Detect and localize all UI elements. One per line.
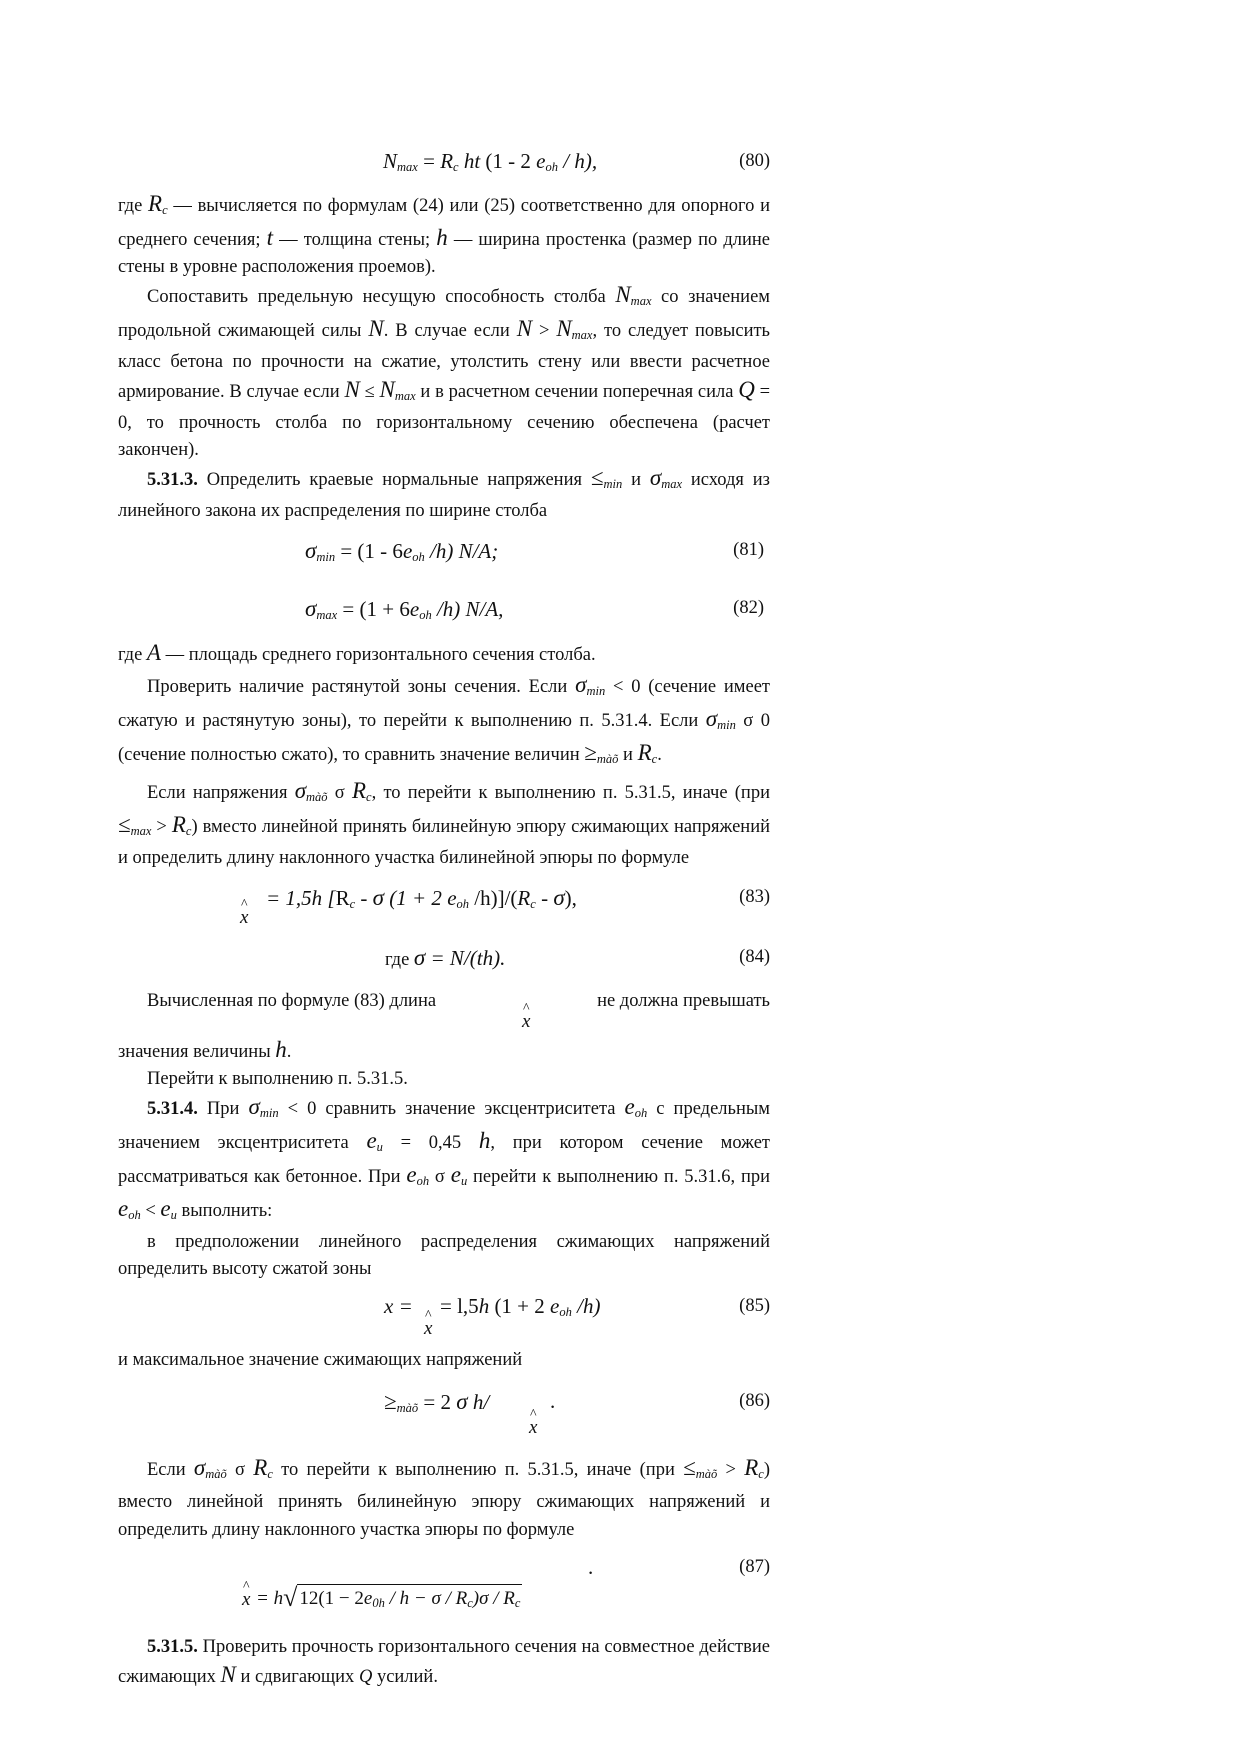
x-hat-symbol: ^ x [240, 904, 248, 931]
x-hat-symbol: ^ x [424, 1315, 432, 1342]
equation-number: (84) [739, 947, 770, 967]
paragraph: Проверить наличие растянутой зоны сечения. Если $\sigma_{min} < 0$ (сечение имеет сжатую и растянутую зоны), то перейти к выполнению п. 5.31.4. Если $\sigma_{min}$ σ 0 (сечение полностью сжато), то сравнить значение величин $\ge_{màõ}$ и $R_c$. [118, 672, 770, 766]
equation-80: $N_{max} = R_c$ ht (1 - 2 $e_{oh} / h$), (80) [383, 149, 770, 174]
x-hat-symbol: ^ x [242, 1586, 250, 1613]
paragraph: и максимальное значение сжимающих напряжений [118, 1350, 523, 1370]
paragraph: 5.31.5. Проверить прочность горизонтального сечения на совместное действие сжимающих N и сдвигающих Q усилий. [118, 1637, 770, 1687]
paragraph: 5.31.3. Определить краевые нормальные напряжения $\le_{min}$ и $\sigma_{max}$ исходя из линейного закона их распределения по ширине столба [118, 465, 770, 521]
equation-number: (83) [739, 887, 770, 907]
paragraph: где A — площадь среднего горизонтального сечения столба. [118, 640, 596, 665]
paragraph: 5.31.4. При $\sigma_{min} < 0$ сравнить значение эксцентриситета $e_{oh}$ с предельным значением эксцентриситета $e_u = 0,45$ h, при котором сечение может рассматриваться как бетонное. При $e_{oh}$ σ $e_u$ перейти к выполнению п. 5.31.6, при $e_{oh} < e_u$ выполнить: [118, 1094, 771, 1222]
equation-number: (82) [733, 598, 764, 618]
equation-83: ^ x = 1,5h [$R_c$ - σ (1 + 2 $e_{oh}$ $/h)]/(R_c - \sigma)$, (83) [118, 884, 770, 928]
sqrt-sign: √ [283, 1583, 298, 1612]
document-page [118, 140, 770, 1691]
paragraph: в предположении линейного распределения сжимающих напряжений определить высоту сжатой зоны [118, 1232, 770, 1279]
equation-85: x = ^ x = l,5h (1 + 2 $e_{oh}$ /h) (85) [118, 1293, 770, 1339]
equation-number: (81) [733, 540, 764, 560]
paragraph: где $R_c$ — вычисляется по формулам (24) или (25) соответственно для опорного и среднего сечения; t — толщина стены; h — ширина простенка (размер по длине стены в уровне расположения проемов). [118, 191, 770, 277]
equation-number: (87) [739, 1557, 770, 1577]
paragraph: значения величины h. [118, 1037, 292, 1062]
paragraph: Если $\sigma_{màõ}$ σ $R_c$ то перейти к выполнению п. 5.31.5, иначе $(при \le_{màõ} > R_c)$ вместо линейной принять билинейную эпюру сжимающих напряжений и определить длину наклонного участка эпюры по формуле [118, 1455, 770, 1540]
equation-number: (86) [739, 1391, 770, 1411]
paragraph: Перейти к выполнению п. 5.31.5. [147, 1069, 408, 1089]
symbol-N: N [383, 149, 398, 173]
x-hat-symbol: ^ x [522, 1008, 530, 1035]
paragraph: Если напряжения $\sigma_{màõ}$ σ $R_c$, то перейти к выполнению п. 5.31.5, иначе $(при \le_{max} > R_c)$ вместо линейной принять билинейную эпюру сжимающих напряжений и определить длину наклонного участка билинейной эпюры по формуле [118, 778, 771, 868]
equation-number: (85) [739, 1296, 770, 1316]
equation-82: $\sigma_{max} = (1 + 6e_{oh}$ /h) N/A, (82) [305, 596, 764, 622]
equation-84: где σ = N/(th). (84) [385, 945, 770, 970]
equation-87: . (87) ^ x = h√ $12(1 - 2e_{0h} / h - \sigma / R_c)\sigma / R_c$ [118, 1550, 770, 1622]
paragraph: Вычисленная по формуле (83) длина ^ x не должна превышать [118, 988, 770, 1036]
paragraph: Сопоставить предельную несущую способность столба $N_{max}$ со значением продольной сжимающей силы N. В случае если $N > N_{max}$, то следует повысить класс бетона по прочности на сжатие, утолстить стену или ввести расчетное армирование. В случае если $N \le N_{max}$ и в расчетном сечении поперечная сила Q = 0, то прочность столба по горизонтальному сечению обеспечена (расчет закончен). [118, 282, 771, 460]
equation-number: (80) [739, 151, 770, 171]
x-hat-symbol: ^ x [529, 1414, 537, 1441]
equation-86: $\ge_{màõ} = 2$ σ h/ ^ x . (86) [118, 1388, 770, 1442]
radicand: $12(1 - 2e_{0h} / h - \sigma / R_c)\sigma / R_c$ [297, 1584, 522, 1617]
equation-81: $\sigma_{min} = (1 - 6e_{oh}$ /h) N/A; (81) [305, 538, 764, 564]
